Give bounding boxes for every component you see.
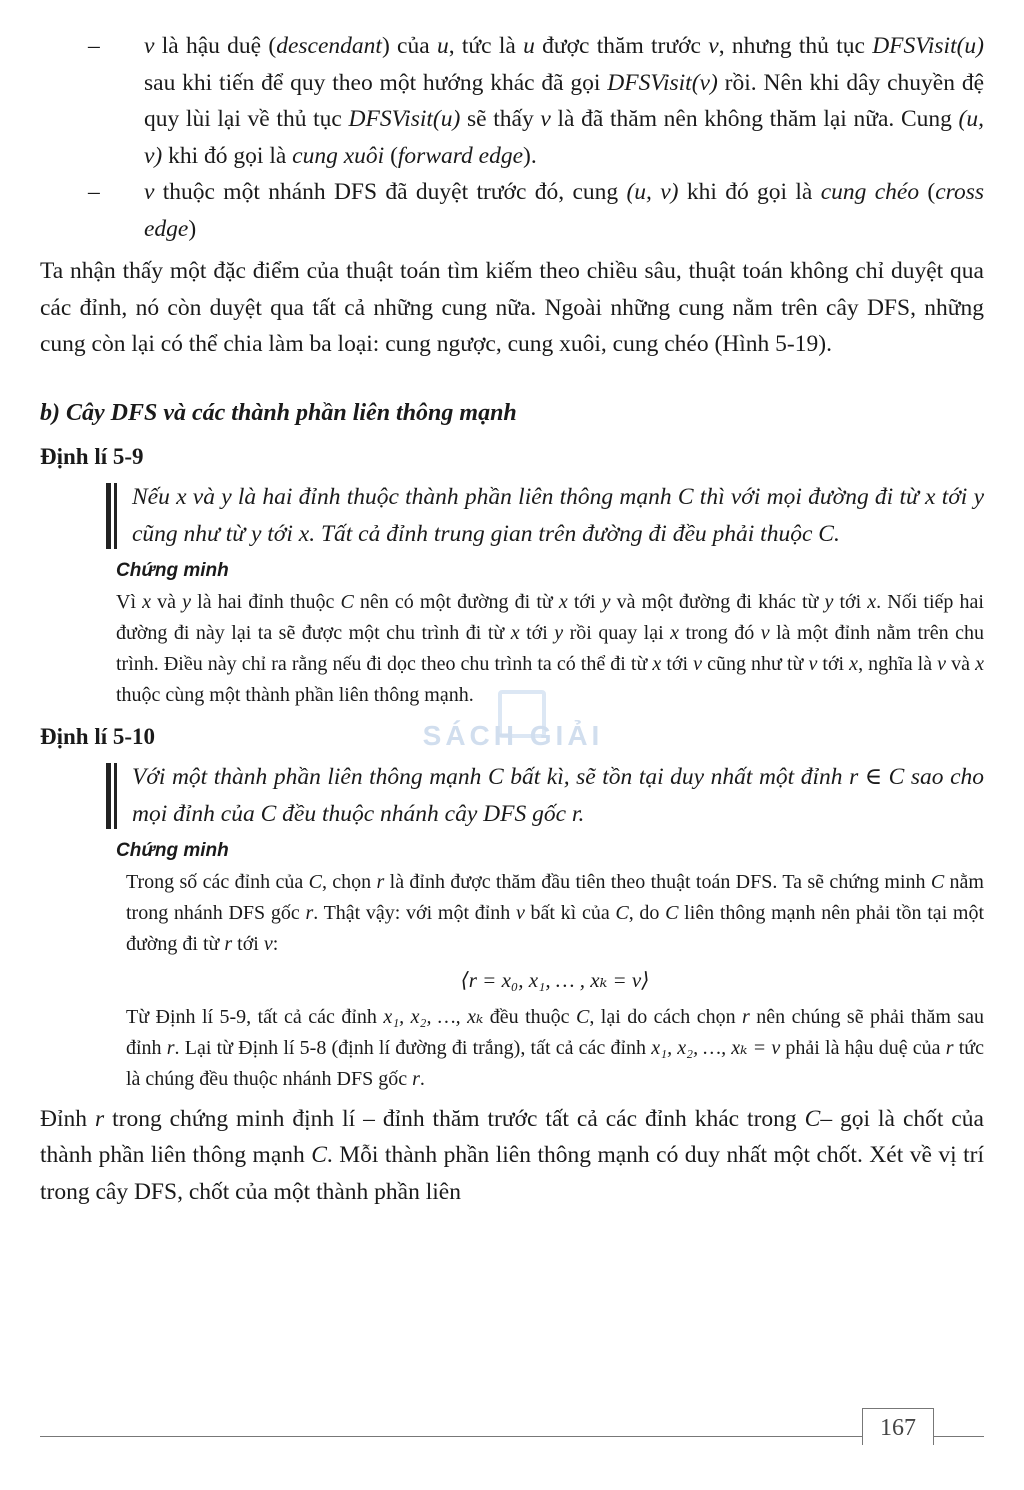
theorem-bar: [114, 763, 117, 829]
text-run: tới: [232, 932, 264, 955]
text-run: cung xuôi: [292, 142, 385, 169]
text-run: v: [760, 621, 770, 644]
text-run: x: [670, 621, 680, 644]
text-run: C: [665, 901, 679, 924]
text-run: là hai đỉnh thuộc thành phần liên thông mạnh: [231, 483, 678, 510]
text-run: (u, v): [626, 179, 679, 205]
text-run: tới: [661, 652, 694, 675]
text-run: y: [824, 590, 834, 613]
text-run: x: [925, 483, 936, 510]
text-run: DFSVisit(u): [348, 106, 461, 132]
text-run: . Thật vậy: với một đỉnh: [313, 901, 516, 924]
text-run: x: [652, 652, 662, 675]
text-run: rồi quay lại: [563, 621, 671, 644]
text-run: forward edge: [397, 142, 523, 169]
theorem-statement: [106, 479, 984, 553]
proof-paragraph: [126, 1002, 984, 1095]
text-run: r: [571, 800, 579, 827]
text-run: x: [849, 652, 859, 675]
text-run: trong đó: [679, 621, 761, 644]
text-run: r: [945, 1036, 954, 1059]
text-run: v: [540, 106, 551, 132]
bullet-item: [40, 28, 984, 174]
text-run: tức là chúng đều thuộc nhánh DFS gốc: [126, 1036, 984, 1090]
text-run: Vì: [116, 590, 143, 613]
text-run: – gọi là chốt của thành phần liên thông mạnh: [40, 1105, 984, 1168]
text-run: u: [523, 33, 535, 59]
text-run: u: [436, 33, 449, 59]
text-run: DFSVisit(u): [872, 33, 985, 59]
text-run: x₁, x₂, …, xₖ: [383, 1005, 484, 1028]
text-run: và một đường đi khác từ: [610, 590, 825, 613]
text-run: cross edge: [144, 179, 984, 242]
text-run: tới: [817, 652, 850, 675]
text-run: , lại do cách chọn: [589, 1005, 743, 1028]
text-run: phải là hậu duệ của: [780, 1036, 946, 1059]
text-run: (: [919, 179, 936, 205]
text-run: r: [376, 870, 385, 893]
text-run: thì với mọi đường đi từ: [693, 483, 926, 510]
text-run: x: [510, 621, 520, 644]
text-run: v: [808, 652, 818, 675]
text-run: . Nối tiếp hai đường đi này lại ta sẽ được một chu trình đi từ: [116, 590, 984, 644]
text-run: và: [186, 483, 222, 510]
text-run: bất kì của: [524, 901, 616, 924]
proof-title: Chứng minh: [116, 559, 229, 581]
text-run: C: [804, 1105, 821, 1132]
text-run: , tức là: [448, 33, 524, 59]
text-run: .: [419, 1067, 425, 1090]
text-run: x₁, x₂, …, xₖ = v: [651, 1036, 781, 1059]
footer-rule: [40, 1436, 984, 1437]
text-run: nên chúng sẽ phải thăm sau đỉnh: [126, 1005, 985, 1059]
text-run: trong chứng minh định lí – đỉnh thăm trước tất cả các đỉnh khác trong: [104, 1105, 805, 1132]
text-run: Trong số các đỉnh của: [126, 870, 309, 893]
text-run: (: [384, 142, 398, 169]
text-run: x: [975, 652, 984, 675]
text-run: r: [94, 1105, 105, 1132]
theorem-title: Định lí 5-9: [40, 443, 144, 469]
text-run: C: [575, 1005, 590, 1028]
text-run: , chọn: [321, 870, 377, 893]
watermark-text: SÁCH GIẢI: [422, 720, 604, 751]
bullet-list: [40, 28, 984, 247]
text-run: cũng như từ: [702, 652, 809, 675]
theorem-bar: [106, 763, 111, 829]
text-run: .: [578, 800, 585, 827]
text-run: r: [742, 1005, 750, 1028]
text-run: C: [311, 1142, 327, 1168]
text-run: khi đó gọi là: [162, 142, 293, 169]
proof-title: Chứng minh: [116, 839, 229, 861]
text-run: sẽ thấy: [460, 106, 541, 132]
text-run: tới: [261, 520, 299, 547]
text-run: thuộc cùng một thành phần liên thông mạnh.: [116, 683, 474, 706]
text-run: descendant: [276, 33, 382, 59]
text-run: . Mỗi thành phần liên thông mạnh có duy nhất một chốt. Xét về vị trí trong cây DFS, chốt của một thành phần liên: [40, 1142, 984, 1205]
text-run: là đỉnh được thăm đầu tiên theo thuật toán DFS. Ta sẽ chứng minh: [384, 870, 931, 893]
text-run: Đỉnh: [40, 1105, 95, 1132]
text-run: C: [930, 870, 945, 893]
text-run: y: [601, 590, 611, 613]
bullet-dash: –: [88, 33, 100, 59]
text-run: bất kì, sẽ tồn tại duy nhất một đỉnh: [503, 763, 850, 790]
text-run: và: [151, 590, 183, 613]
text-run: r: [166, 1036, 175, 1059]
text-run: ): [188, 215, 197, 242]
text-run: v: [515, 901, 525, 924]
text-run: Với một thành phần liên thông mạnh: [132, 763, 488, 790]
text-run: C: [818, 520, 834, 547]
text-run: v: [263, 932, 273, 955]
text-run: v: [144, 179, 155, 205]
text-run: v: [144, 33, 155, 59]
theorem-bar: [114, 483, 117, 549]
text-run: v: [708, 33, 719, 59]
text-run: x: [176, 483, 187, 510]
text-run: . Lại từ Định lí 5-8 (định lí đường đi trắng), tất cả các đỉnh: [174, 1036, 652, 1059]
theorem-bar: [106, 483, 111, 549]
text-run: ).: [523, 142, 537, 169]
text-run: nằm trong nhánh DFS gốc: [126, 870, 984, 924]
text-run: , do: [628, 901, 666, 924]
page-number: 167: [862, 1408, 934, 1445]
theorem-title: Định lí 5-10: [40, 723, 156, 749]
text-run: nên có một đường đi từ: [353, 590, 559, 613]
text-run: ) của: [381, 33, 437, 59]
text-run: được thăm trước: [534, 33, 709, 59]
bullet-dash: –: [88, 179, 100, 205]
text-run: Từ Định lí 5-9, tất cả các đỉnh: [126, 1005, 384, 1028]
text-run: , nhưng thủ tục: [718, 33, 873, 59]
watermark-logo: [398, 690, 628, 800]
text-run: C: [615, 901, 629, 924]
text-run: cũng như từ: [132, 520, 251, 547]
text-run: sao cho mọi đỉnh của: [132, 763, 985, 827]
text-run: y: [221, 483, 232, 510]
text-run: r: [412, 1067, 420, 1090]
text-run: x: [298, 520, 310, 547]
bullet-item: [40, 174, 984, 247]
text-run: và: [946, 652, 976, 675]
text-run: , nghĩa là: [858, 652, 938, 675]
text-run: khi đó gọi là: [678, 179, 821, 205]
text-run: y: [973, 483, 985, 510]
text-run: v: [937, 652, 947, 675]
text-run: r ∈ C: [849, 763, 905, 790]
intro-paragraph: Ta nhận thấy một đặc điểm của thuật toán tìm kiếm theo chiều sâu, thuật toán không chỉ duyệt qua các đỉnh, nó còn duyệt qua tất cả những cung nữa. Ngoài những cung nằm trên cây DFS, những cung còn lại có thể chia làm ba loại: cung ngược, cung xuôi, cung chéo (Hình 5-19).: [40, 258, 984, 357]
text-run: tới: [567, 590, 602, 613]
text-run: thuộc một nhánh DFS đã duyệt trước đó, cung: [154, 179, 627, 205]
text-run: x: [867, 590, 877, 613]
text-run: sau khi tiến để quy theo một hướng khác đã gọi: [144, 69, 608, 96]
text-run: DFSVisit(v): [607, 69, 718, 96]
text-run: tới: [833, 590, 868, 613]
text-run: là đã thăm nên không thăm lại nữa. Cung: [550, 106, 959, 132]
text-run: C: [340, 590, 354, 613]
text-run: r: [224, 932, 233, 955]
text-run: tới: [935, 483, 974, 510]
proof-paragraph: [126, 867, 984, 960]
text-run: v: [693, 652, 703, 675]
text-run: C: [308, 870, 322, 893]
text-run: y: [250, 520, 262, 547]
text-run: liên thông mạnh nên phải tồn tại một đường đi từ: [126, 901, 985, 955]
text-run: Nếu: [132, 483, 177, 510]
text-run: C: [677, 483, 694, 510]
text-run: C: [487, 763, 504, 790]
text-run: x: [142, 590, 152, 613]
text-run: cung chéo: [820, 179, 920, 205]
text-run: là hậu duệ (: [154, 33, 277, 59]
text-run: . Tất cả đỉnh trung gian trên đường đi đều phải thuộc: [309, 520, 819, 547]
text-run: là hai đỉnh thuộc: [191, 590, 341, 613]
text-run: đều thuộc nhánh cây DFS gốc: [276, 800, 572, 827]
text-run: .: [833, 520, 840, 547]
text-run: (u, v): [144, 106, 984, 169]
text-run: C: [260, 800, 277, 827]
text-run: x: [558, 590, 568, 613]
closing-paragraph: [40, 1101, 984, 1211]
formula: ⟨r = x₀, x₁, … , xₖ = v⟩: [460, 967, 650, 992]
text-run: tới: [519, 621, 555, 644]
text-run: rồi. Nên khi dây chuyền đệ quy lùi lại về thủ tục: [144, 69, 984, 132]
page-content: [40, 28, 984, 1210]
text-run: :: [272, 932, 279, 955]
text-run: là một đỉnh nằm trên chu trình. Điều này chỉ ra rằng nếu đi dọc theo chu trình ta có thể đi từ: [116, 621, 984, 675]
text-run: đều thuộc: [483, 1005, 576, 1028]
text-run: y: [554, 621, 564, 644]
section-title: b) Cây DFS và các thành phần liên thông mạnh: [40, 399, 517, 426]
text-run: y: [182, 590, 192, 613]
text-run: r: [305, 901, 314, 924]
